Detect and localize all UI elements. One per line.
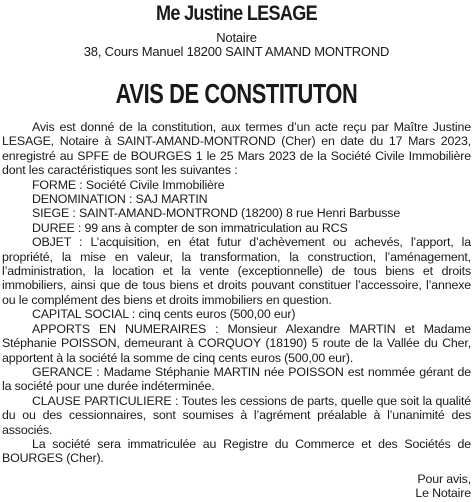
signature-block	[415, 472, 471, 501]
notary-name: Me Justine LESAGE	[156, 2, 317, 25]
notary-role: Notaire	[216, 30, 257, 45]
signature-line-2: Le Notaire	[415, 486, 471, 501]
immatriculation-paragraph: La société sera immatriculée au Registre du Commerce et des Sociétés de BOURGES (Cher).	[2, 436, 471, 466]
signature-line-1: Pour avis,	[417, 472, 471, 486]
capital-line: CAPITAL SOCIAL : cinq cents euros (500,00 eur)	[32, 307, 296, 322]
objet-paragraph: OBJET : L’acquisition, en état futur d’achèvement ou achevés, l’apport, la propriété, la mise en valeur, la transformation, la construction, l’aménagement, l’administration, la location et la vente (exceptionnelle) de tous biens et droits immobiliers, ainsi que de tous biens et droits pouvant constituer l’accessoire, l’annexe ou le complément des biens et droits immobiliers en question.	[2, 235, 471, 307]
forme-line: FORME : Société Civile Immobilière	[32, 177, 225, 192]
notary-address: 38, Cours Manuel 18200 SAINT AMAND MONTROND	[83, 44, 390, 59]
siege-line: SIEGE : SAINT-AMAND-MONTROND (18200) 8 rue Henri Barbusse	[32, 206, 401, 221]
notice-body	[2, 120, 471, 466]
intro-paragraph: Avis est donné de la constitution, aux termes d’un acte reçu par Maître Justine LESAGE, Notaire à SAINT-AMAND-MONTROND (Cher) en date du 17 Mars 2023, enregistré au SPFE de BOURGES 1 le 25 Mars 2023 de la Société Civile Immobilière dont les caractéristiques sont les suivantes :	[2, 120, 471, 178]
apports-paragraph: APPORTS EN NUMERAIRES : Monsieur Alexandre MARTIN et Madame Stéphanie POISSON, demeurant à CORQUOY (18190) 5 route de la Vallée du Cher, apportent à la société la somme de cinq cents euros (500,00 eur).	[2, 321, 471, 365]
duree-line: DUREE : 99 ans à compter de son immatriculation au RCS	[32, 220, 348, 235]
denomination-line: DENOMINATION : SAJ MARTIN	[32, 192, 208, 207]
clause-paragraph: CLAUSE PARTICULIERE : Toutes les cessions de parts, quelle que soit la qualité du ou des cessionnaires, sont soumises à l’agrément préalable à l’unanimité des associés.	[2, 393, 471, 437]
gerance-paragraph: GERANCE : Madame Stéphanie MARTIN née POISSON est nommée gérant de la société pour une durée indéterminée.	[2, 364, 471, 394]
notice-title: AVIS DE CONSTITUTON	[115, 78, 358, 109]
